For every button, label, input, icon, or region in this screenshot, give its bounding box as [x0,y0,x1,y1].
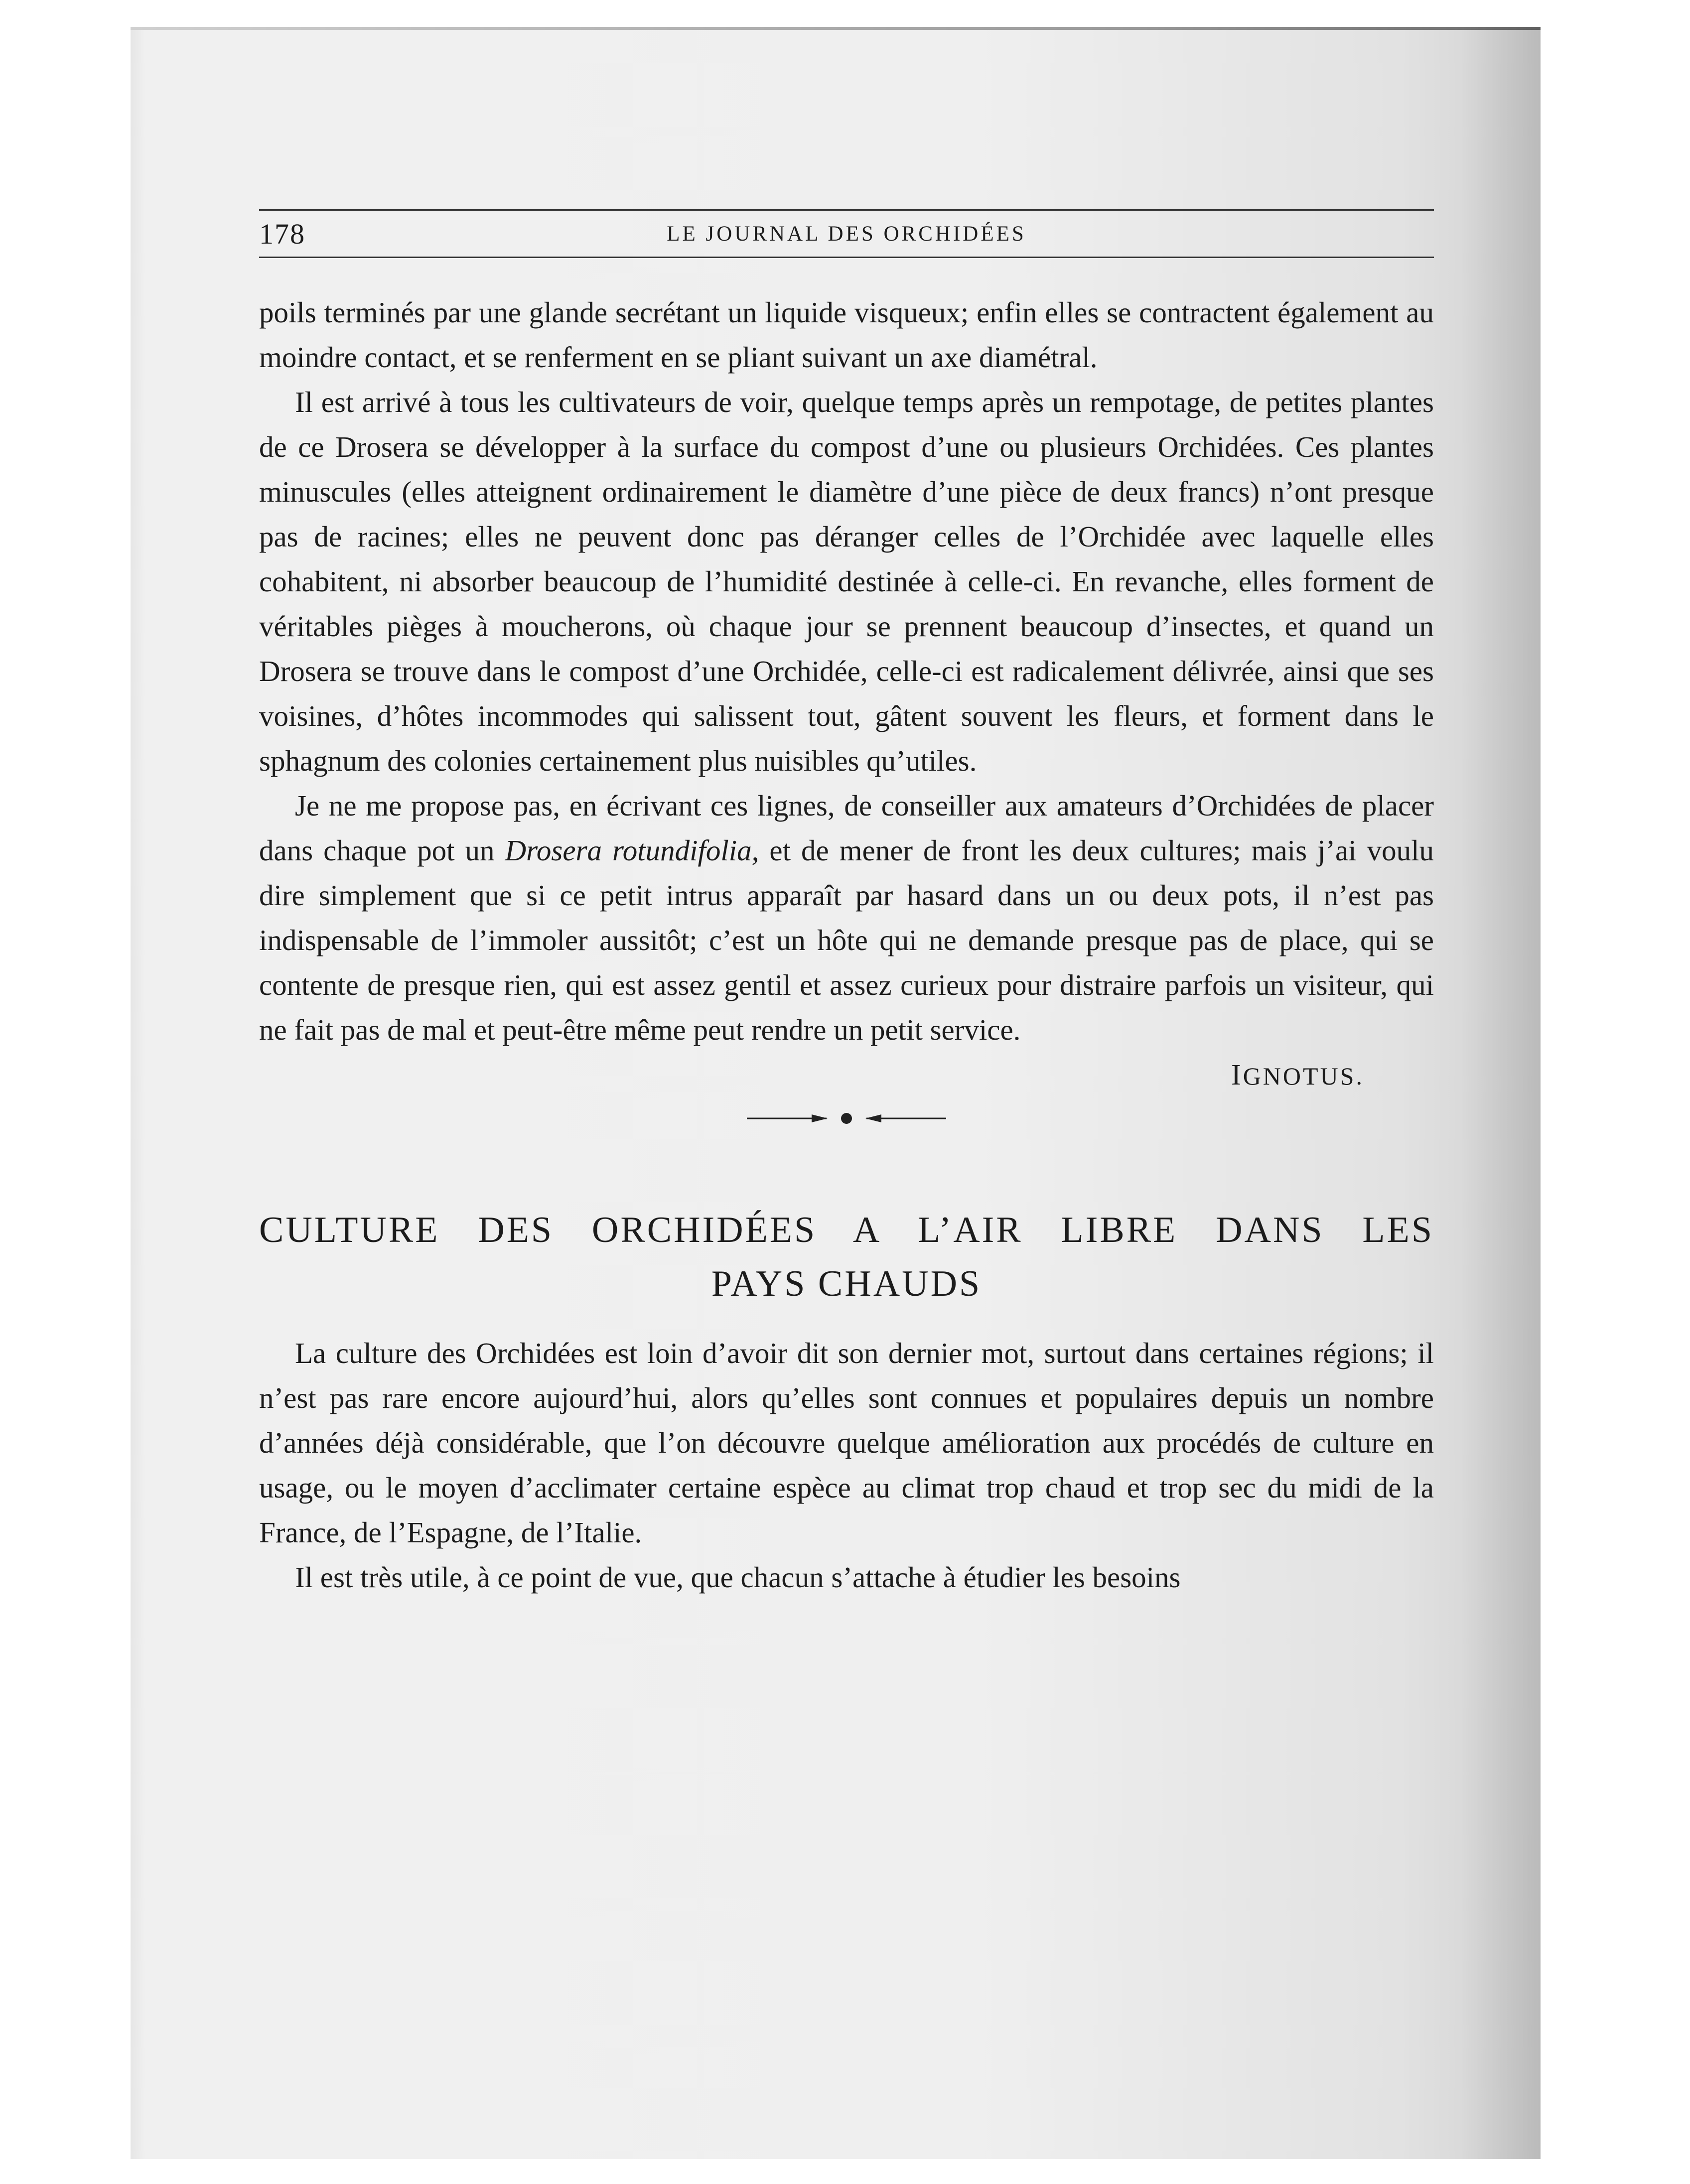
species-name: Drosera rotundifolia, [505,834,759,867]
fleuron-divider-icon [259,1103,1434,1133]
article-continued [259,290,1434,1600]
scan-edge [131,27,1541,30]
paragraph: Il est très utile, à ce point de vue, que chacun s’attache à étudier les besoins [295,1561,1181,1594]
paragraph: poils terminés par une glande secrétant un liquide visqueux; enfin elles se contractent également au moindre contact, et se renferment en se pliant suivant un axe diamétral. [259,296,1434,374]
signature-initial: I [1231,1058,1243,1091]
running-title: LE JOURNAL DES ORCHIDÉES [667,222,1026,246]
article-title [259,1203,1434,1311]
journal-page [259,209,1434,1600]
signature-rest: GNOTUS. [1243,1062,1364,1090]
scan-shadow [1461,27,1541,2159]
paragraph-text: Je ne me propose pas, en écrivant ces lignes, de conseiller aux amateurs d’Orchidées de placer dans chaque pot un [259,789,1434,867]
page-header [259,211,1434,257]
paragraph: Il est arrivé à tous les cultivateurs de voir, quelque temps après un rempotage, de petites plantes de ce Drosera se développer à la surface du compost d’une ou plusieurs Orchidées. Ces plantes minuscules (elles atteignent ordinairement le diamètre d’une pièce de deux francs) n’ont presque pas de racines; elles ne peuvent donc pas déranger celles de l’Orchidée avec laquelle elles cohabitent, ni absorber beaucoup de l’humidité destinée à celle-ci. En revanche, elles forment de véritables pièges à moucherons, où chaque jour se prennent beaucoup d’insectes, et quand un Drosera se trouve dans le compost d’une Orchidée, celle-ci est radicalement délivrée, ainsi que ses voisines, d’hôtes incommodes qui salissent tout, gâtent souvent les fleurs, et forment dans le sphagnum des colonies certainement plus nuisibles qu’utiles. [259,386,1434,777]
paragraph [259,783,1434,1052]
article-title-line: CULTURE DES ORCHIDÉES A L’AIR LIBRE DANS LES [259,1210,1434,1250]
paragraph: La culture des Orchidées est loin d’avoir dit son dernier mot, surtout dans certaines régions; il n’est pas rare encore aujourd’hui, alors qu’elles sont connues et populaires depuis un nombre d’années déjà considérable, que l’on découvre quelque amélioration aux procédés de culture en usage, ou le moyen d’acclimater certaine espèce au climat trop chaud et trop sec du midi de la France, de l’Espagne, de l’Italie. [259,1337,1434,1549]
article-body [259,1331,1434,1600]
page-number: 178 [259,217,305,250]
article-title-line: PAYS CHAUDS [711,1263,982,1304]
author-signature [259,1052,1364,1098]
paragraph-text: et de mener de front les deux cultures; mais j’ai voulu dire simplement que si ce petit intrus apparaît par hasard dans un ou deux pots, il n’est pas indispensable de l’immoler aussitôt; c’est un hôte qui ne demande presque pas de place, qui se contente de presque rien, qui est assez gentil et assez curieux pour distraire parfois un visiteur, qui ne fait pas de mal et peut-être même peut rendre un petit service. [259,834,1434,1046]
header-bottom-rule [259,257,1434,258]
